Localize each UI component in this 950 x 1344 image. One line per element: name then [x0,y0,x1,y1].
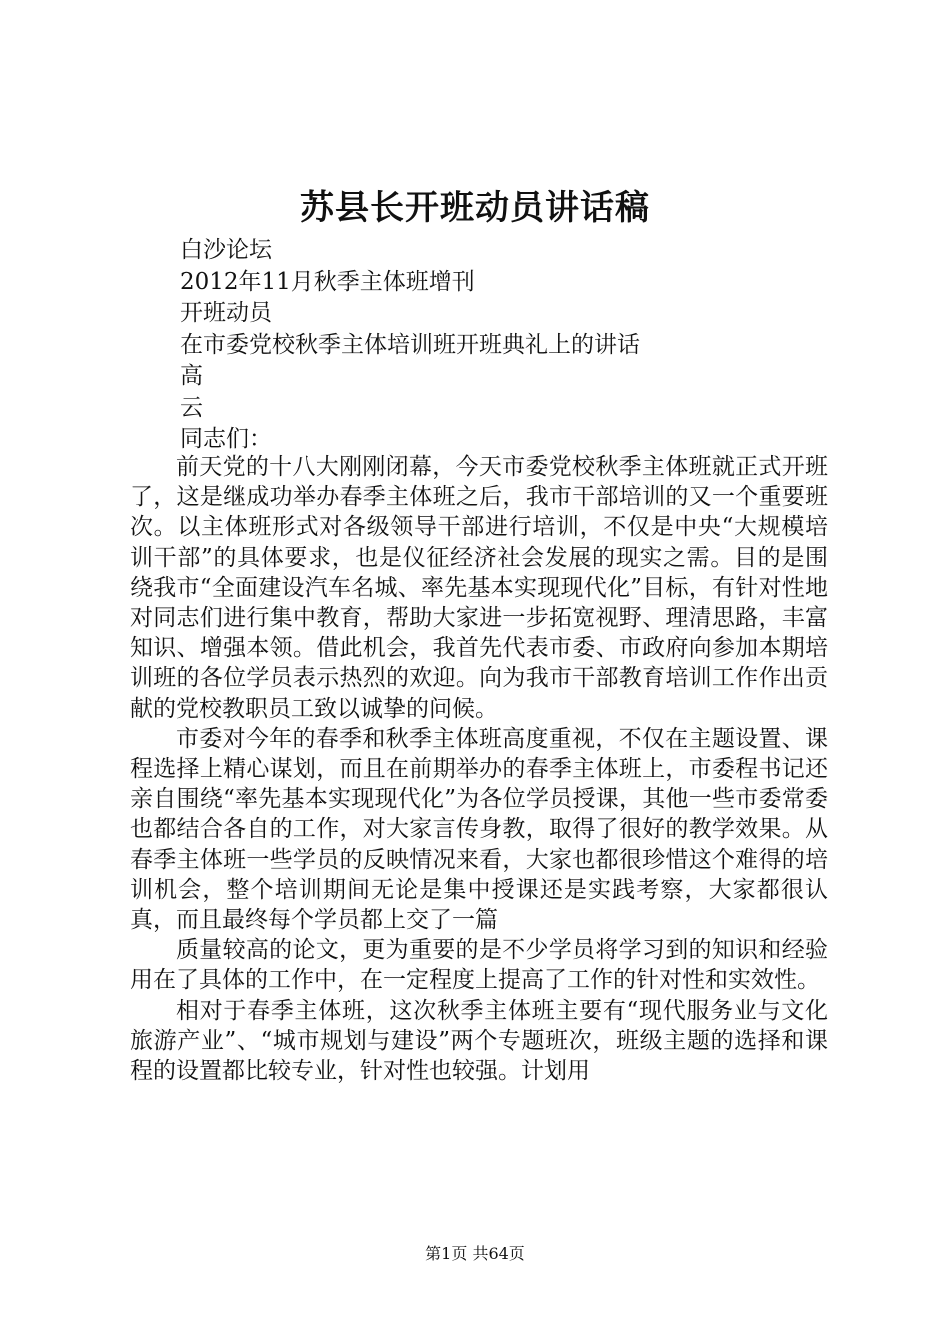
document-title: 苏县长开班动员讲话稿 [300,188,650,228]
paragraph: 相对于春季主体班，这次秋季主体班主要有“现代服务业与文化旅游产业”、“城市规划与建设”两个专题班次，班级主题的选择和课程的设置都比较专业，针对性也较强。计划用 [130,997,828,1085]
header-line-forum: 白沙论坛 [180,237,272,263]
paragraph: 质量较高的论文，更为重要的是不少学员将学习到的知识和经验用在了具体的工作中，在一定程度上提高了工作的针对性和实效性。 [130,937,828,994]
page-footer: 第1页 共64页 [425,1244,525,1263]
paragraph: 前天党的十八大刚刚闭幕，今天市委党校秋季主体班就正式开班了，这是继成功举办春季主体班之后，我市干部培训的又一个重要班次。以主体班形式对各级领导干部进行培训，不仅是中央“大规模培训干部”的具体要求，也是仪征经济社会发展的现实之需。目的是围绕我市“全面建设汽车名城、率先基本实现现代化”目标，有针对性地对同志们进行集中教育，帮助大家进一步拓宽视野、理清思路，丰富知识、增强本领。借此机会，我首先代表市委、市政府向参加本期培训班的各位学员表示热烈的欢迎。向为我市干部教育培训工作作出贡献的党校教职员工致以诚挚的问候。 [130,454,828,722]
header-block [180,235,880,456]
header-line-issue: 2012年11月秋季主体班增刊 [180,268,475,295]
body-text [130,452,828,1086]
header-line-salutation: 同志们： [180,426,272,452]
header-line-speech-title: 在市委党校秋季主体培训班开班典礼上的讲话 [180,331,640,358]
header-line-section: 开班动员 [180,300,272,326]
paragraph: 市委对今年的春季和秋季主体班高度重视，不仅在主题设置、课程选择上精心谋划，而且在前期举办的春季主体班上，市委程书记还亲自围绕“率先基本实现现代化”为各位学员授课，其他一些市委常委也都结合各自的工作，对大家言传身教，取得了很好的教学效果。从春季主体班一些学员的反映情况来看，大家也都很珍惜这个难得的培训机会，整个培训期间无论是集中授课还是实践考察，大家都很认真，而且最终每个学员都上交了一篇 [130,725,828,934]
header-line-author-2: 云 [180,394,203,421]
header-line-author-1: 高 [180,363,203,389]
